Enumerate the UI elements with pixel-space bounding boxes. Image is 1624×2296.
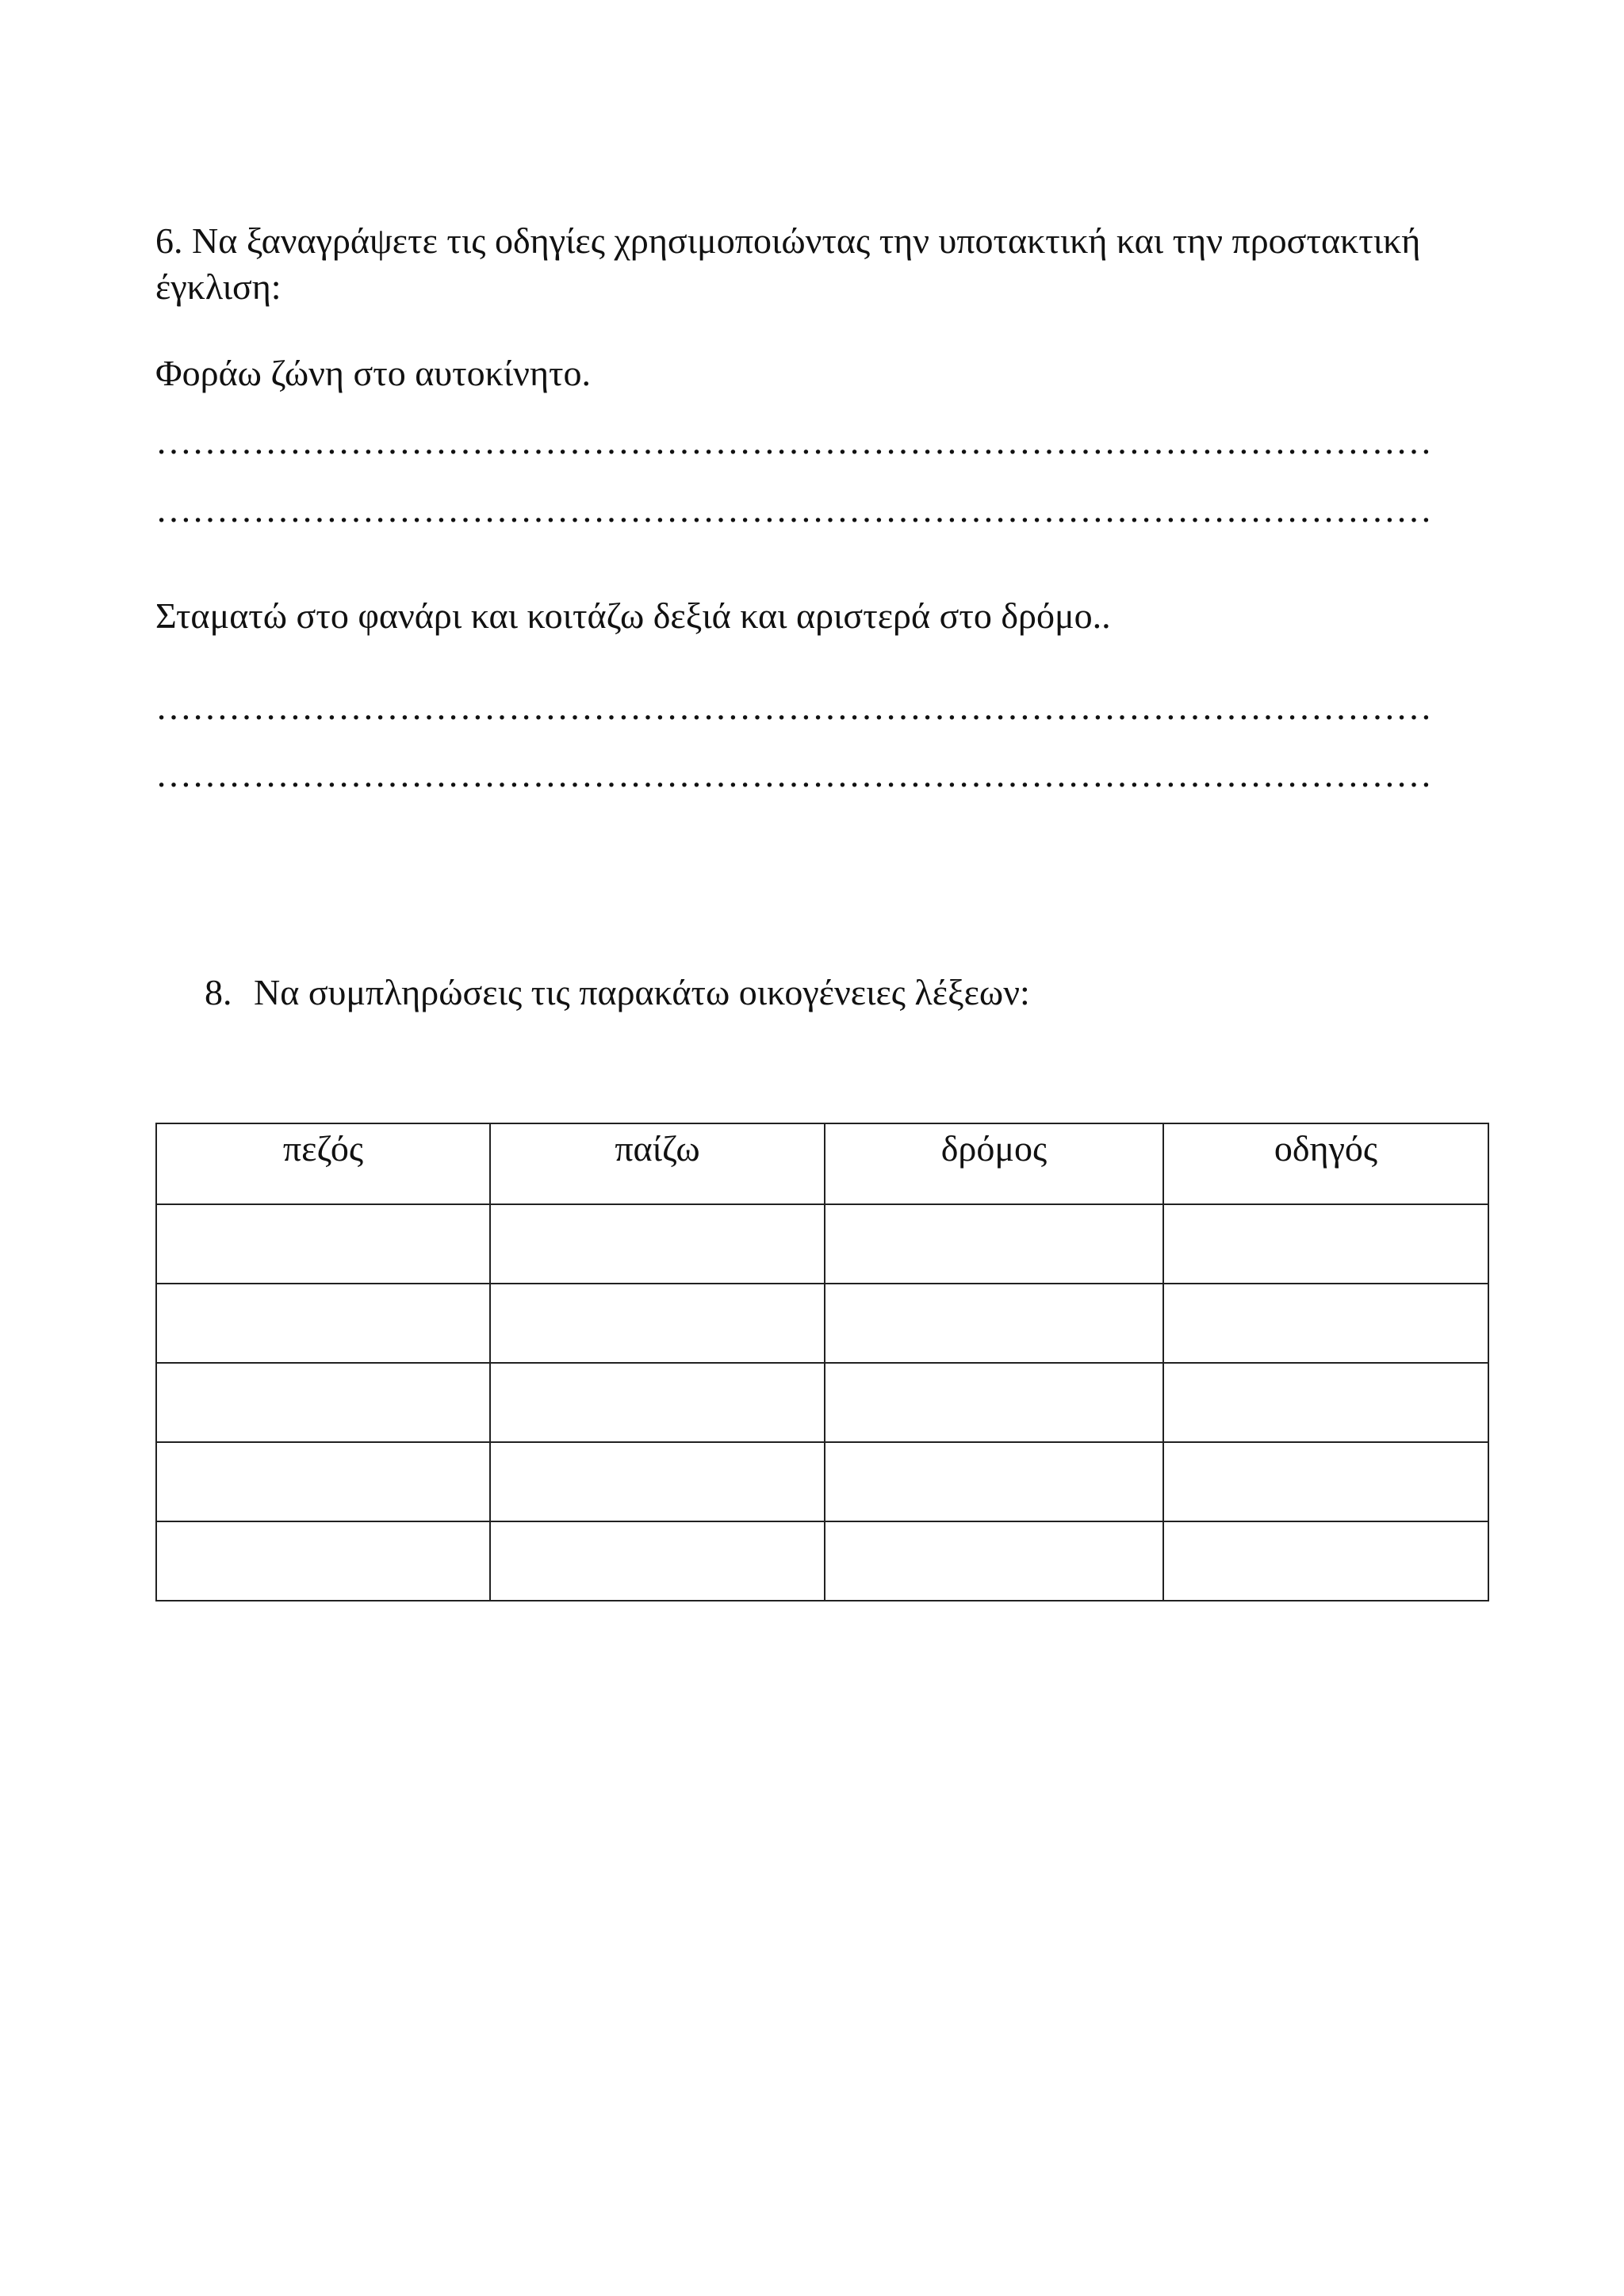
question-6-prompt-line-1: 6. Να ξαναγράψετε τις οδηγίες χρησιμοποιώντας την υποτακτική και την προστακτική <box>155 220 1421 261</box>
table-row <box>156 1204 1488 1284</box>
table-header-row <box>156 1123 1488 1204</box>
question-8-prompt <box>205 970 1030 1016</box>
answer-cell[interactable] <box>825 1521 1163 1601</box>
answer-cell[interactable] <box>825 1204 1163 1284</box>
table-row <box>156 1363 1488 1442</box>
answer-cell[interactable] <box>156 1204 490 1284</box>
question-6-prompt-line-2: έγκλιση: <box>155 266 282 307</box>
answer-cell[interactable] <box>156 1521 490 1601</box>
answer-cell[interactable] <box>490 1204 825 1284</box>
table-header-cell: πεζός <box>156 1123 490 1204</box>
answer-cell[interactable] <box>490 1442 825 1521</box>
question-8-text: Να συμπληρώσεις τις παρακάτω οικογένειες λέξεων: <box>254 972 1030 1012</box>
answer-cell[interactable] <box>1163 1284 1488 1363</box>
answer-cell[interactable] <box>156 1363 490 1442</box>
answer-cell[interactable] <box>490 1284 825 1363</box>
answer-cell[interactable] <box>490 1363 825 1442</box>
answer-cell[interactable] <box>825 1284 1163 1363</box>
table-header-cell: δρόμος <box>825 1123 1163 1204</box>
answer-cell[interactable] <box>490 1521 825 1601</box>
question-number: 8. <box>205 972 232 1012</box>
answer-line[interactable]: …………………………………………………………………………………………… <box>155 687 1432 727</box>
answer-cell[interactable] <box>156 1284 490 1363</box>
answer-cell[interactable] <box>1163 1204 1488 1284</box>
table-header-cell: οδηγός <box>1163 1123 1488 1204</box>
instruction-sentence-2: Σταματώ στο φανάρι και κοιτάζω δεξιά και αριστερά στο δρόμο.. <box>155 595 1111 636</box>
word-families-table <box>155 1123 1489 1601</box>
table-row <box>156 1284 1488 1363</box>
answer-line[interactable]: …………………………………………………………………………………………… <box>155 489 1432 530</box>
instruction-sentence-1: Φοράω ζώνη στο αυτοκίνητο. <box>155 353 592 393</box>
answer-line[interactable]: …………………………………………………………………………………………… <box>155 754 1432 794</box>
answer-cell[interactable] <box>156 1442 490 1521</box>
answer-cell[interactable] <box>1163 1363 1488 1442</box>
answer-line[interactable]: …………………………………………………………………………………………… <box>155 421 1432 461</box>
table-row <box>156 1442 1488 1521</box>
answer-cell[interactable] <box>1163 1521 1488 1601</box>
answer-cell[interactable] <box>1163 1442 1488 1521</box>
table-body <box>156 1204 1488 1601</box>
answer-cell[interactable] <box>825 1442 1163 1521</box>
answer-cell[interactable] <box>825 1363 1163 1442</box>
table-row <box>156 1521 1488 1601</box>
table-header-cell: παίζω <box>490 1123 825 1204</box>
